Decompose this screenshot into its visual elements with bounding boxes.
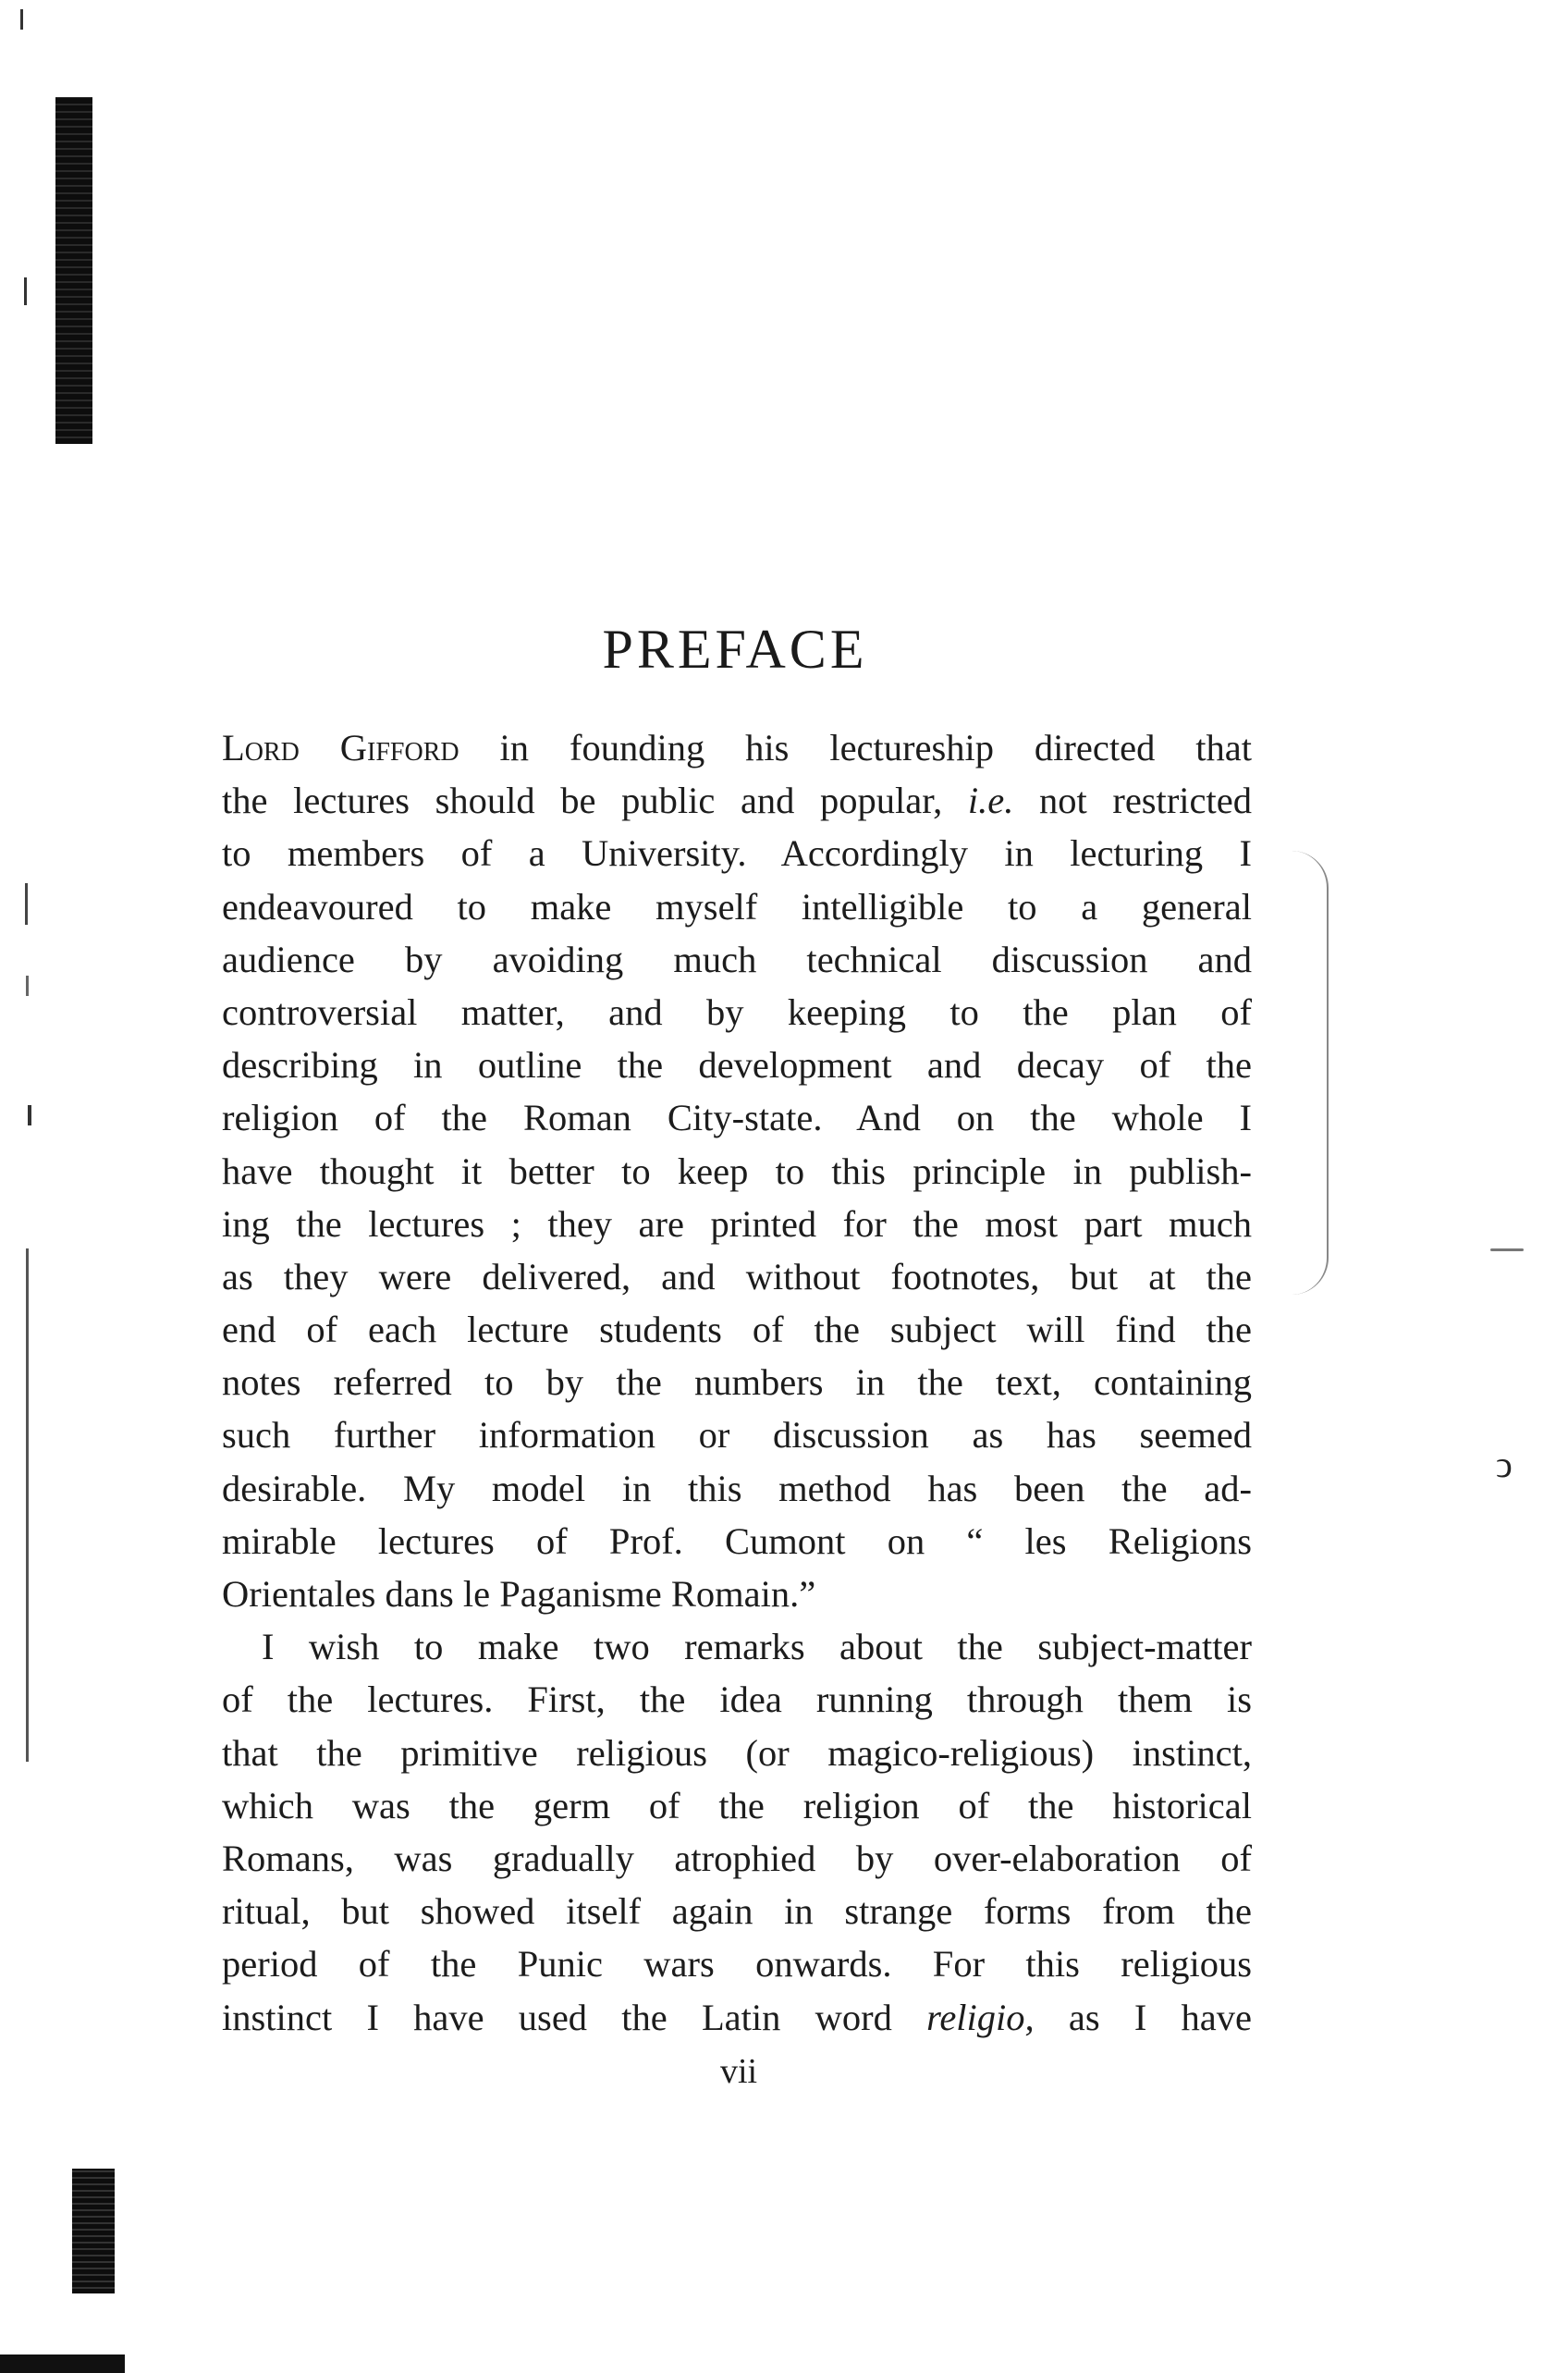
text-line: to members of a University. Accordingly in lecturing I <box>222 832 1252 875</box>
text-line: ritual, but showed itself again in strange forms from the <box>222 1890 1252 1933</box>
scan-mark <box>0 2355 125 2373</box>
text-line <box>222 1991 1252 2044</box>
text-line: that the primitive religious (or magico-religious) instinct, <box>222 1731 1252 1774</box>
scan-margin-line <box>26 1248 29 1762</box>
text-run: not restricted <box>1013 780 1253 822</box>
paragraph <box>222 721 1252 1620</box>
text-run: as I have <box>1034 1996 1252 2038</box>
text-line: describing in outline the development and decay of the <box>222 1044 1252 1087</box>
scan-binding-shadow <box>55 97 92 444</box>
text-line: end of each lecture students of the subject will find the <box>222 1309 1252 1351</box>
text-line: period of the Punic wars onwards. For this religious <box>222 1943 1252 1986</box>
text-line: desirable. My model in this method has been the ad- <box>222 1467 1252 1509</box>
italic-text: i.e. <box>967 780 1014 822</box>
text-line: notes referred to by the numbers in the text, containing <box>222 1361 1252 1404</box>
italic-text: religio, <box>926 1996 1035 2038</box>
scan-mark <box>1490 1248 1524 1251</box>
text-line: of the lectures. First, the idea running through them is <box>222 1678 1252 1721</box>
text-line: ing the lectures ; they are printed for the most part much <box>222 1202 1252 1245</box>
text-run: instinct I have used the Latin word <box>222 1996 927 2038</box>
text-line: as they were delivered, and without footnotes, but at the <box>222 1255 1252 1297</box>
page-number: vii <box>719 2052 758 2091</box>
text-run: the lectures should be public and popular, <box>222 780 968 822</box>
page-title: PREFACE <box>602 619 868 680</box>
text-line <box>222 774 1252 827</box>
text-line: controversial matter, and by keeping to the plan of <box>222 990 1252 1033</box>
text-line: Romans, was gradually atrophied by over-elaboration of <box>222 1837 1252 1879</box>
text-line: mirable lectures of Prof. Cumont on “ les Religions <box>222 1519 1252 1562</box>
text-line: endeavoured to make myself intelligible to a general <box>222 885 1252 928</box>
text-line: Orientales dans le Paganisme Romain.” <box>222 1573 816 1615</box>
scan-mark: ↄ <box>1496 1444 1513 1485</box>
body-text <box>222 721 1252 2044</box>
text-line: which was the germ of the religion of the historical <box>222 1784 1252 1826</box>
scan-binding-shadow <box>72 2169 115 2293</box>
text-line: I wish to make two remarks about the subject-matter <box>262 1626 1252 1668</box>
scan-curve-mark <box>1290 851 1329 1295</box>
scan-mark <box>24 277 27 305</box>
scan-mark <box>26 976 29 996</box>
scan-mark <box>28 1105 31 1125</box>
text-line: religion of the Roman City-state. And on the whole I <box>222 1097 1252 1139</box>
scan-mark <box>20 9 23 30</box>
paragraph <box>222 1620 1252 2044</box>
author-name: Lord Gifford <box>222 727 459 768</box>
text-line <box>222 721 1252 774</box>
text-line: have thought it better to keep to this principle in publish- <box>222 1150 1252 1192</box>
text-line: such further information or discussion as has seemed <box>222 1414 1252 1457</box>
text-run: in founding his lectureship directed that <box>459 727 1252 768</box>
text-line: audience by avoiding much technical discussion and <box>222 938 1252 980</box>
scan-mark <box>25 883 28 925</box>
